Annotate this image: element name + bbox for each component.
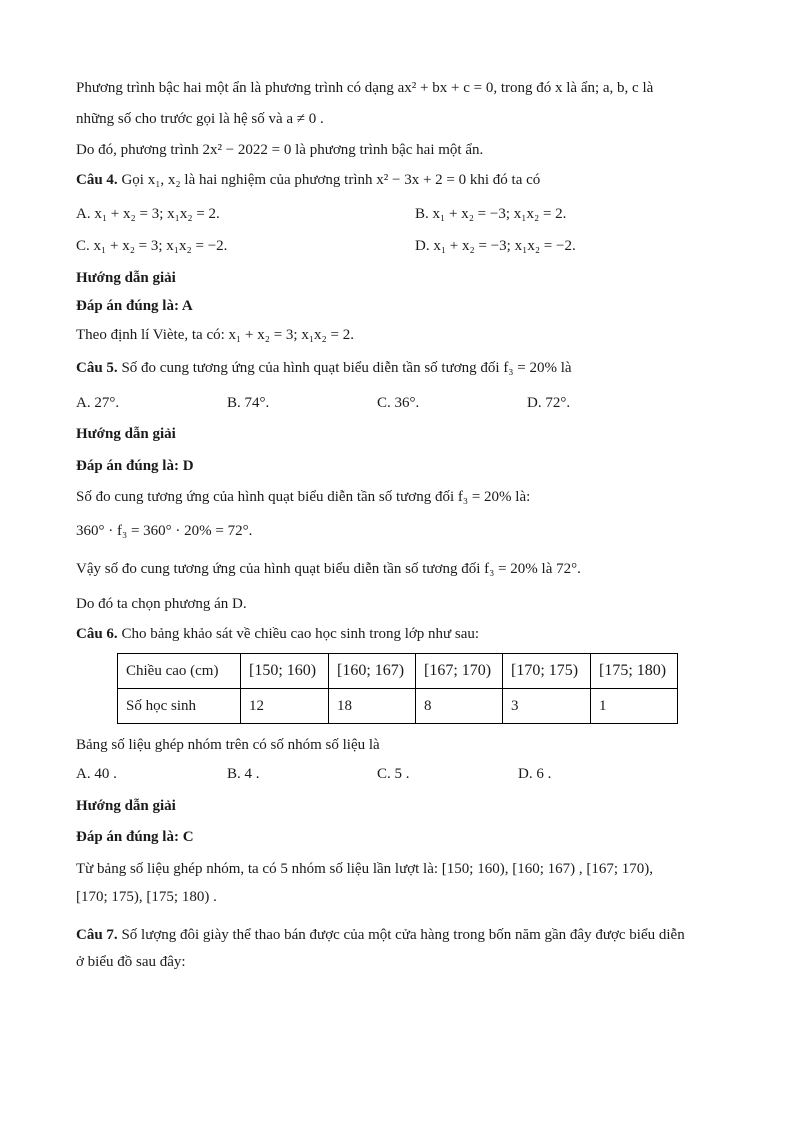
interval-cell: [175; 180): [591, 654, 678, 689]
count-cell: 1: [591, 689, 678, 724]
question-6-label: Câu 6.: [76, 626, 118, 642]
count-cell: 12: [241, 689, 329, 724]
q5-option-c: C. 36°.: [377, 395, 420, 411]
q6-answer: Đáp án đúng là: C: [76, 829, 194, 845]
q6-option-c: C. 5 .: [377, 766, 410, 782]
q6-explanation-1: Từ bảng số liệu ghép nhóm, ta có 5 nhóm số liệu lần lượt là: [150; 160), [160; 167) , [167; 170),: [76, 861, 654, 877]
height-survey-table: [117, 653, 678, 724]
table-row: [118, 689, 678, 724]
table-row: [118, 654, 678, 689]
q5-option-d: D. 72°.: [527, 395, 571, 411]
q4-option-d: D. x₁ + x₂ = −3; x₁x₂ = −2.: [415, 238, 576, 254]
interval-cell: [167; 170): [416, 654, 503, 689]
question-5-text: Số đo cung tương ứng của hình quạt biểu diễn tần số tương đối f₃ = 20% là: [117, 360, 572, 376]
question-7-label: Câu 7.: [76, 927, 118, 943]
intro-line-3: Do đó, phương trình 2x² − 2022 = 0 là phương trình bậc hai một ẩn.: [76, 142, 484, 158]
q5-explanation-4: Do đó ta chọn phương án D.: [76, 596, 247, 612]
q4-explanation: Theo định lí Viète, ta có: x₁ + x₂ = 3; x₁x₂ = 2.: [76, 327, 354, 343]
question-5: [76, 358, 572, 378]
table-row-header: Số học sinh: [118, 689, 241, 724]
question-7-text: Số lượng đôi giày thể thao bán được của một cửa hàng trong bốn năm gần đây được biểu diễn: [117, 927, 685, 943]
q5-answer: Đáp án đúng là: D: [76, 458, 194, 474]
intro-line-1: Phương trình bậc hai một ẩn là phương trình có dạng ax² + bx + c = 0, trong đó x là ẩn; a, b, c là: [76, 80, 654, 96]
question-4-text: Gọi x₁, x₂ là hai nghiệm của phương trình x² − 3x + 2 = 0 khi đó ta có: [117, 172, 541, 188]
intro-line-2: những số cho trước gọi là hệ số và a ≠ 0 .: [76, 111, 324, 127]
q6-question: Bảng số liệu ghép nhóm trên có số nhóm số liệu là: [76, 737, 380, 753]
question-6-text: Cho bảng khảo sát về chiều cao học sinh trong lớp như sau:: [117, 626, 480, 642]
q6-explanation-2: [170; 175), [175; 180) .: [76, 889, 217, 905]
q5-option-a: A. 27°.: [76, 395, 120, 411]
count-cell: 3: [503, 689, 591, 724]
interval-cell: [160; 167): [329, 654, 416, 689]
q6-option-a: A. 40 .: [76, 766, 117, 782]
question-5-label: Câu 5.: [76, 360, 118, 376]
q5-guide-heading: Hướng dẫn giải: [76, 426, 176, 442]
count-cell: 18: [329, 689, 416, 724]
q6-option-b: B. 4 .: [227, 766, 260, 782]
question-4: [76, 170, 540, 190]
question-7-text-2: ở biểu đồ sau đây:: [76, 954, 186, 970]
interval-cell: [150; 160): [241, 654, 329, 689]
q5-explanation-2: 360° · f₃ = 360° · 20% = 72°.: [76, 523, 253, 539]
question-7: [76, 925, 685, 945]
q4-option-a: A. x₁ + x₂ = 3; x₁x₂ = 2.: [76, 206, 220, 222]
question-4-label: Câu 4.: [76, 172, 118, 188]
q6-option-d: D. 6 .: [518, 766, 552, 782]
q4-option-c: C. x₁ + x₂ = 3; x₁x₂ = −2.: [76, 238, 228, 254]
q5-explanation-3: Vậy số đo cung tương ứng của hình quạt biểu diễn tần số tương đối f₃ = 20% là 72°.: [76, 561, 581, 577]
question-6: [76, 624, 479, 644]
q4-guide-heading: Hướng dẫn giải: [76, 270, 176, 286]
interval-cell: [170; 175): [503, 654, 591, 689]
q5-option-b: B. 74°.: [227, 395, 270, 411]
q5-explanation-1: Số đo cung tương ứng của hình quạt biểu diễn tần số tương đối f₃ = 20% là:: [76, 489, 531, 505]
count-cell: 8: [416, 689, 503, 724]
q4-answer: Đáp án đúng là: A: [76, 298, 193, 314]
q4-option-b: B. x₁ + x₂ = −3; x₁x₂ = 2.: [415, 206, 567, 222]
table-row-header: Chiều cao (cm): [118, 654, 241, 689]
q6-guide-heading: Hướng dẫn giải: [76, 798, 176, 814]
